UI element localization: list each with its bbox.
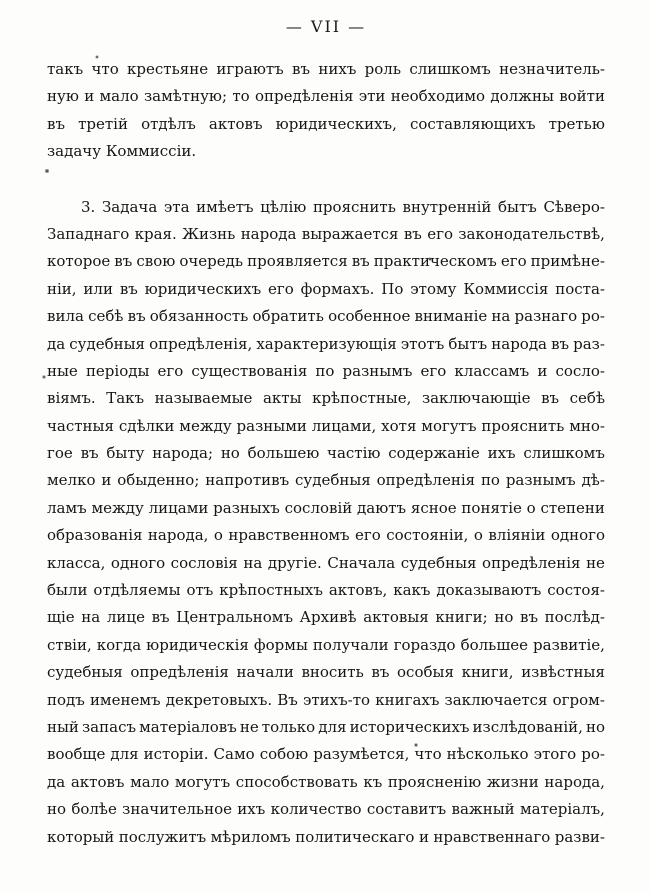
text-line: такъ что крестьяне играютъ въ нихъ роль слишкомъ незначитель-: [47, 60, 605, 78]
text-line: 3. Задача эта имѣетъ цѣлію прояснить внутренній бытъ Сѣверо-: [81, 197, 605, 216]
text-line: частныя сдѣлки между разными лицами, хотя могутъ прояснить мно-: [47, 416, 605, 435]
text-line: въ третій отдѣлъ актовъ юридическихъ, составляющихъ третью: [47, 114, 605, 133]
text-line: судебныя опредѣленія начали вносить въ особыя книги, извѣстныя: [47, 663, 605, 682]
text-line: ламъ между лицами разныхъ сословій даютъ ясное понятіе о степени: [47, 498, 605, 517]
text-line: подъ именемъ декретовыхъ. Въ этихъ-то книгахъ заключается огром-: [47, 690, 605, 709]
text-line: ніи, или въ юридическихъ его формахъ. По этому Коммиссія поста-: [47, 279, 605, 298]
text-line: который послужитъ мѣриломъ политическаго и нравственнаго разви-: [47, 827, 605, 846]
text-line: віямъ. Такъ называемые акты крѣпостные, заключающіе въ себѣ: [47, 389, 605, 408]
text-line: вила себѣ въ обязанность обратить особенное вниманіе на разнаго ро-: [47, 307, 605, 326]
text-line: ствіи, когда юридическія формы получали гораздо большее развитіе,: [47, 635, 605, 654]
text-line: ный запасъ матеріаловъ не только для историческихъ изслѣдованій, но: [47, 717, 605, 736]
text-line: но болѣе значительное ихъ количество составитъ важный матеріалъ,: [47, 800, 605, 819]
text-line: которое въ свою очередь проявляется въ практическомъ его примѣне-: [47, 252, 605, 271]
paragraph: [47, 194, 605, 851]
text-line: ную и мало замѣтную; то опредѣленія эти необходимо должны войти: [47, 87, 605, 106]
scan-speck: [0, 0, 2, 2]
text-line: гое въ быту народа; но большею частію содержаніе ихъ слишкомъ: [47, 444, 605, 463]
text-line: ные періоды его существованія по разнымъ его классамъ и сосло-: [47, 361, 605, 380]
text-line: мелко и обыденно; напротивъ судебныя опредѣленія по разнымъ дѣ-: [47, 471, 605, 490]
page-number: — VII —: [285, 17, 367, 36]
text-line: да судебныя опредѣленія, характеризующія этотъ бытъ народа въ раз-: [47, 334, 605, 353]
text-line: вообще для исторіи. Само собою разумѣется, что нѣсколько этого ро-: [47, 745, 605, 764]
paragraph: [47, 56, 605, 166]
text-line: задачу Коммиссіи.: [47, 142, 197, 161]
text-line: Западнаго края. Жизнь народа выражается въ его законодательствѣ,: [47, 224, 605, 243]
text-line: класса, одного сословія на другіе. Сначала судебныя опредѣленія не: [47, 553, 605, 572]
text-block: [47, 56, 605, 851]
text-line: щіе на лице въ Центральномъ Архивѣ актовыя книги; но въ послѣд-: [47, 608, 605, 627]
text-line: образованія народа, о нравственномъ его состояніи, о вліяніи одного: [47, 526, 605, 545]
text-line: были отдѣляемы отъ крѣпостныхъ актовъ, какъ доказываютъ состоя-: [47, 581, 605, 600]
text-line: да актовъ мало могутъ способствовать къ проясненію жизни народа,: [47, 772, 605, 791]
